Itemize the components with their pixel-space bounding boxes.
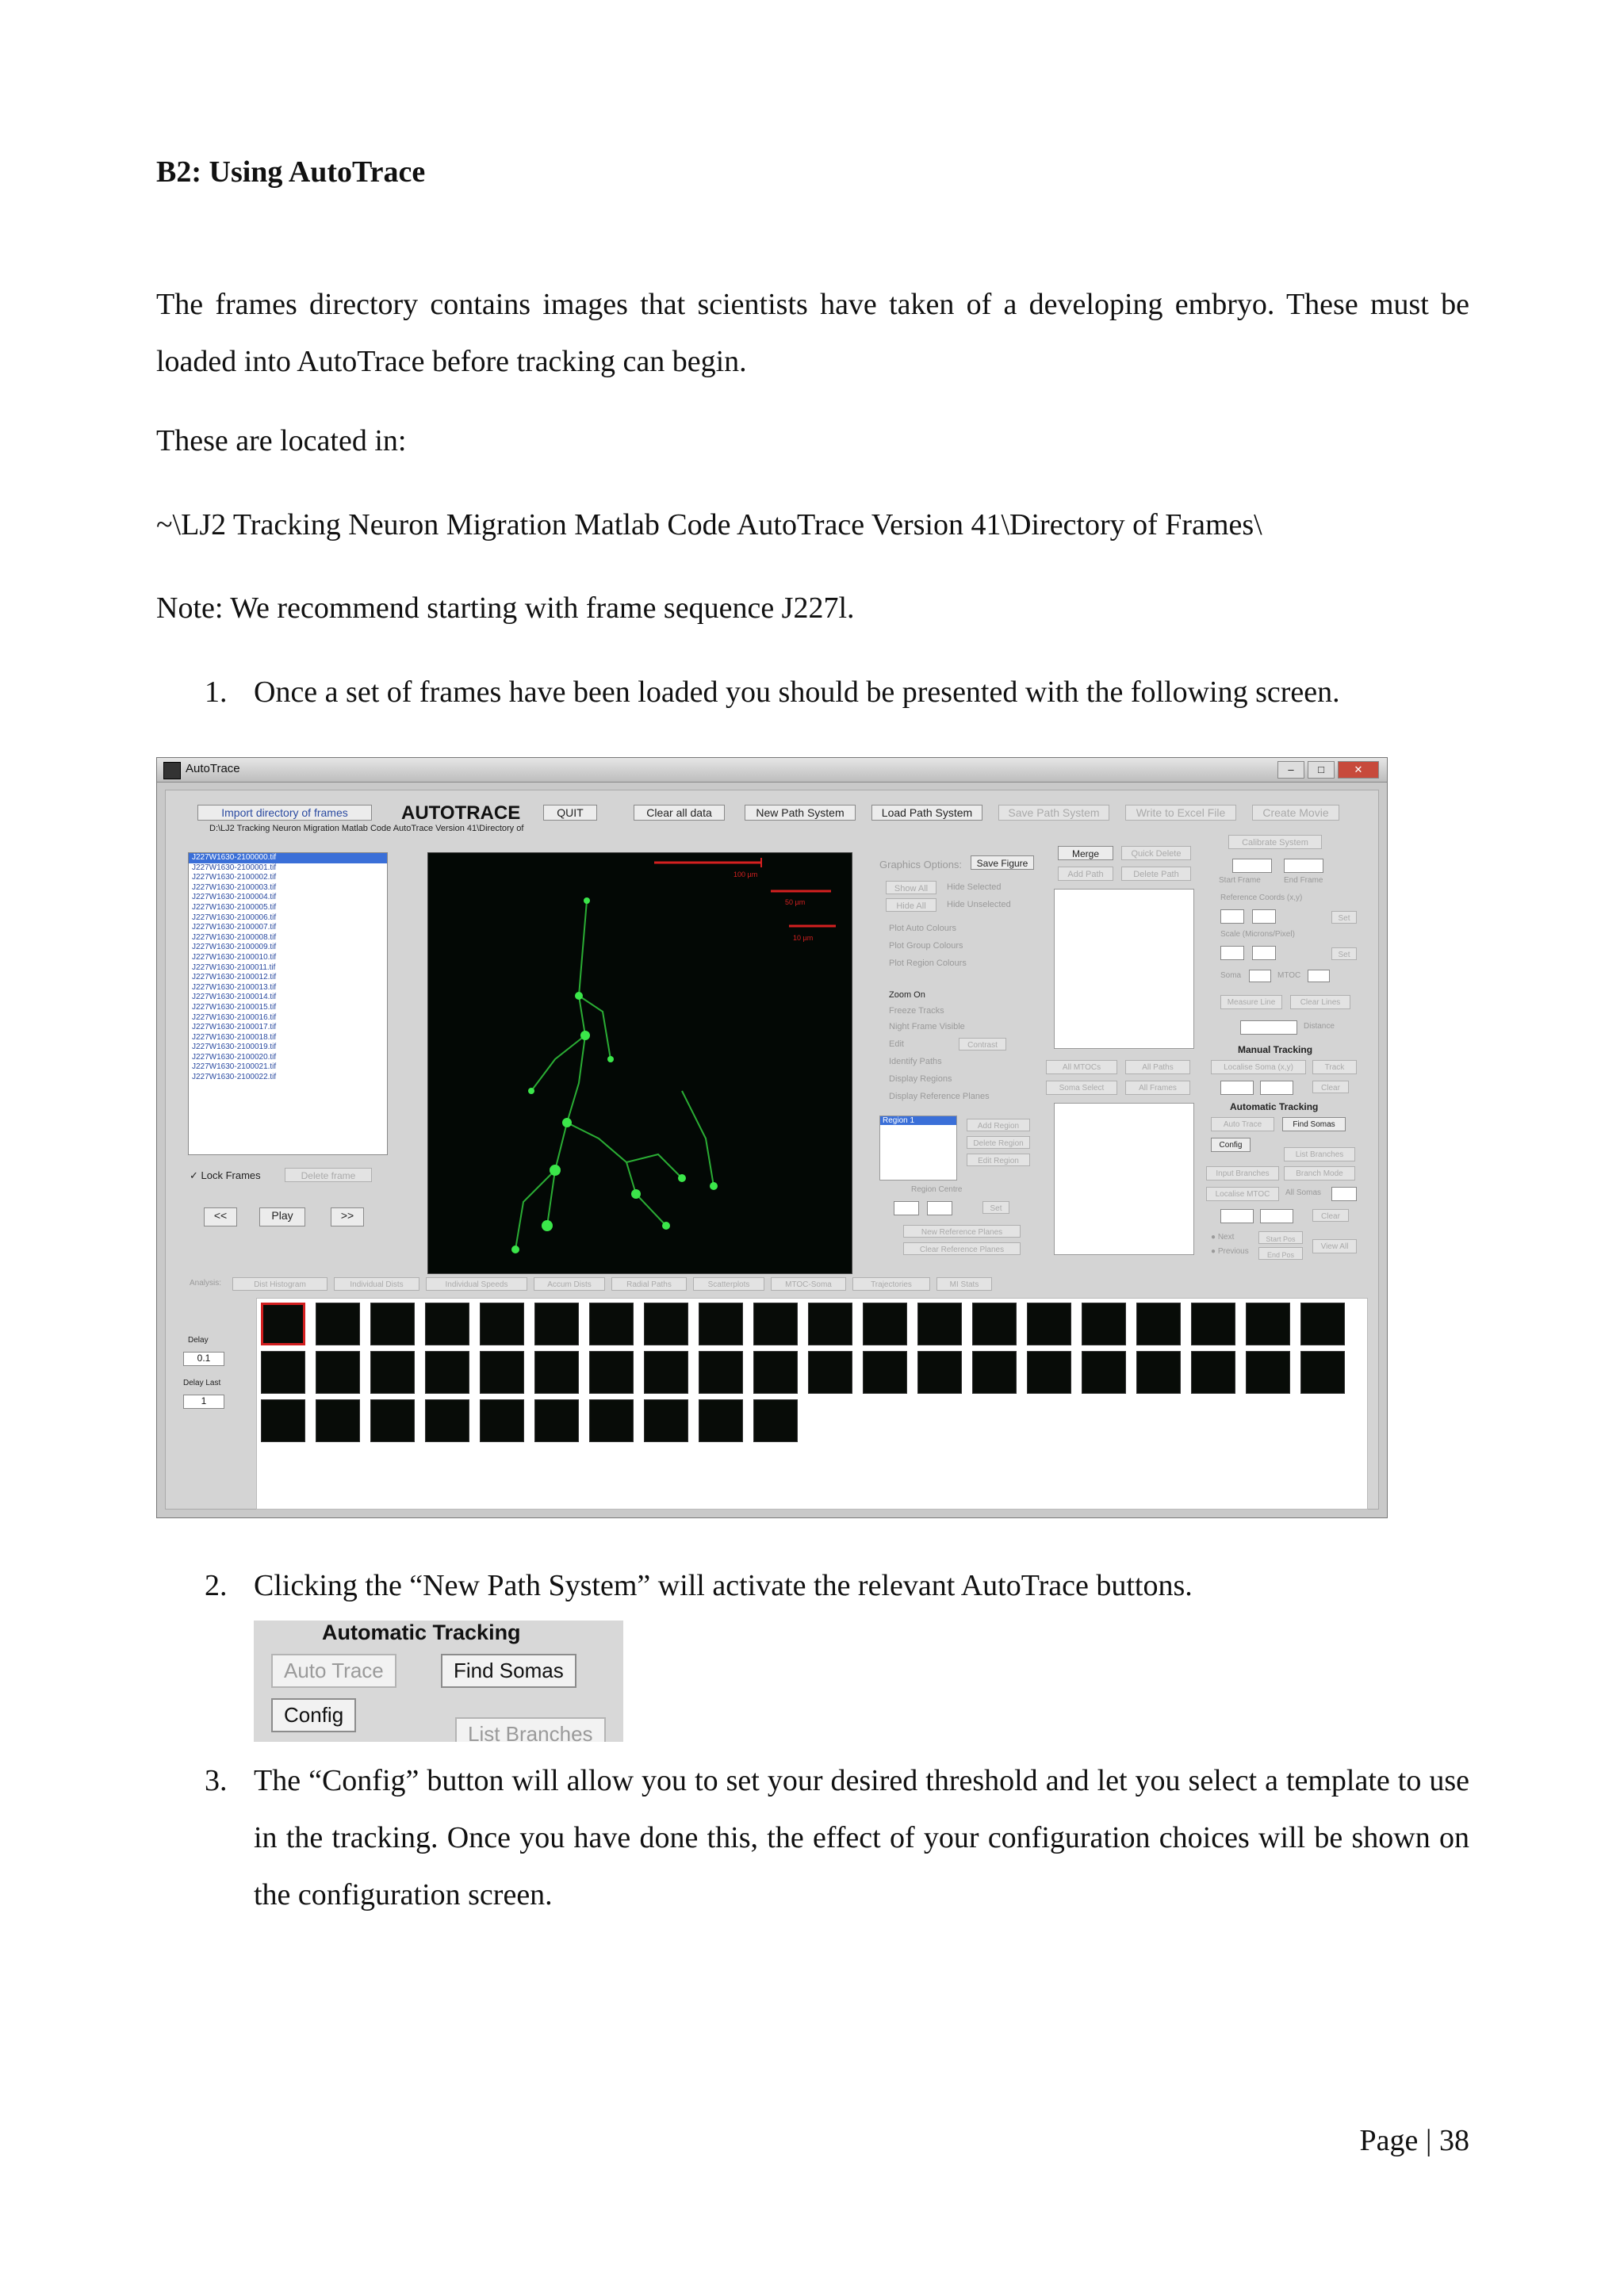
analysis-button[interactable]: Trajectories bbox=[852, 1277, 930, 1291]
distance-field[interactable] bbox=[1240, 1020, 1297, 1035]
frame-thumbnail[interactable] bbox=[261, 1399, 305, 1442]
lock-frames-label: Lock Frames bbox=[201, 1169, 261, 1181]
frame-thumbnail[interactable] bbox=[1300, 1303, 1345, 1345]
located-in-text: These are located in: bbox=[156, 424, 407, 457]
delete-region-button[interactable]: Delete Region bbox=[967, 1136, 1030, 1149]
frame-list-item[interactable]: J227W1630-2100017.tif bbox=[192, 1023, 277, 1032]
ref-x-field[interactable] bbox=[1220, 909, 1244, 924]
step-text: Clicking the “New Path System” will activate the relevant AutoTrace buttons. bbox=[254, 1569, 1193, 1602]
plot-region-colours-option[interactable]: Plot Region Colours bbox=[889, 959, 967, 968]
calibrate-system-button[interactable]: Calibrate System bbox=[1228, 835, 1322, 849]
config-button[interactable]: Config bbox=[1211, 1138, 1251, 1152]
step-number: 3. bbox=[205, 1764, 228, 1797]
frame-thumbnail[interactable] bbox=[480, 1303, 524, 1345]
frame-thumbnail[interactable] bbox=[316, 1303, 360, 1345]
frame-thumbnail[interactable] bbox=[699, 1399, 743, 1442]
frame-thumbnail[interactable] bbox=[370, 1351, 415, 1394]
frame-thumbnail[interactable] bbox=[589, 1351, 634, 1394]
soma-field[interactable] bbox=[1249, 970, 1271, 982]
frame-list-item[interactable]: J227W1630-2100015.tif bbox=[192, 1002, 277, 1012]
frame-thumbnail[interactable] bbox=[316, 1351, 360, 1394]
analysis-button[interactable]: Dist Histogram bbox=[232, 1277, 327, 1291]
frame-file-list[interactable] bbox=[188, 852, 388, 1155]
end-frame-label: End Frame bbox=[1284, 876, 1323, 885]
measure-line-button[interactable]: Measure Line bbox=[1220, 995, 1282, 1009]
import-frames-button[interactable]: Import directory of frames bbox=[197, 805, 372, 821]
identify-paths-option[interactable]: Identify Paths bbox=[889, 1057, 942, 1066]
branches-listbox[interactable] bbox=[1054, 1103, 1194, 1255]
frame-list-item[interactable]: J227W1630-2100010.tif bbox=[192, 952, 277, 962]
frame-thumbnail[interactable] bbox=[644, 1351, 688, 1394]
neuron-image-viewer[interactable] bbox=[427, 852, 852, 1274]
display-regions-option[interactable]: Display Regions bbox=[889, 1074, 952, 1084]
window-title: AutoTrace bbox=[186, 762, 240, 775]
analysis-button[interactable]: MI Stats bbox=[936, 1277, 992, 1291]
frame-list-item[interactable]: J227W1630-2100012.tif bbox=[192, 973, 277, 982]
soma-label: Soma bbox=[1220, 971, 1242, 980]
list-branches-button[interactable]: List Branches bbox=[1284, 1147, 1355, 1161]
analysis-button[interactable]: Individual Dists bbox=[334, 1277, 419, 1291]
minimize-icon[interactable]: – bbox=[1277, 761, 1304, 779]
prev-frame-button[interactable]: << bbox=[204, 1207, 237, 1226]
delay-last-label: Delay Last bbox=[183, 1379, 221, 1387]
frame-thumbnail[interactable] bbox=[917, 1351, 962, 1394]
frame-thumbnail[interactable] bbox=[425, 1351, 469, 1394]
frame-thumbnail[interactable] bbox=[753, 1351, 798, 1394]
all-somas-label: All Somas bbox=[1285, 1188, 1322, 1197]
hide-all-button[interactable]: Hide All bbox=[886, 898, 936, 912]
localise-x-field[interactable] bbox=[1220, 1081, 1254, 1095]
frame-thumbnail[interactable] bbox=[425, 1399, 469, 1442]
snippet-list-branches-button[interactable]: List Branches bbox=[455, 1717, 606, 1742]
frame-thumbnail[interactable] bbox=[917, 1303, 962, 1345]
app-title: AUTOTRACE bbox=[401, 802, 521, 824]
plot-group-colours-option[interactable]: Plot Group Colours bbox=[889, 941, 963, 951]
localise-mtoc-button[interactable]: Localise MTOC bbox=[1206, 1187, 1279, 1201]
mtoc-field[interactable] bbox=[1308, 970, 1330, 982]
region-centre-label: Region Centre bbox=[911, 1185, 963, 1194]
load-path-system-button[interactable]: Load Path System bbox=[871, 805, 982, 821]
frame-thumbnail[interactable] bbox=[534, 1399, 579, 1442]
mtoc-label: MTOC bbox=[1277, 971, 1301, 980]
frame-thumbnail[interactable] bbox=[1136, 1303, 1181, 1345]
start-frame-field[interactable] bbox=[1232, 859, 1272, 873]
frame-thumbnail[interactable] bbox=[1082, 1351, 1126, 1394]
view-all-button[interactable]: View All bbox=[1312, 1239, 1357, 1253]
clear-all-data-button[interactable]: Clear all data bbox=[634, 805, 725, 821]
frame-list-item[interactable]: J227W1630-2100021.tif bbox=[192, 1062, 277, 1072]
reference-coords-label: Reference Coords (x,y) bbox=[1220, 894, 1303, 902]
region-list-item[interactable]: Region 1 bbox=[880, 1116, 956, 1125]
automatic-tracking-label: Automatic Tracking bbox=[1230, 1101, 1319, 1112]
region-set-button[interactable]: Set bbox=[982, 1201, 1009, 1214]
region-x-field[interactable] bbox=[894, 1201, 919, 1215]
frame-thumbnail[interactable] bbox=[480, 1399, 524, 1442]
previous-radio[interactable]: ● Previous bbox=[1211, 1247, 1249, 1256]
next-frame-button[interactable]: >> bbox=[331, 1207, 364, 1226]
clear-reference-planes-button[interactable]: Clear Reference Planes bbox=[903, 1242, 1021, 1255]
all-somas-field[interactable] bbox=[1331, 1187, 1357, 1201]
analysis-button[interactable]: Accum Dists bbox=[534, 1277, 605, 1291]
frames-path: ~\LJ2 Tracking Neuron Migration Matlab Code AutoTrace Version 41\Directory of Frames\ bbox=[156, 508, 1262, 541]
all-paths-button[interactable]: All Paths bbox=[1125, 1060, 1190, 1074]
edit-option[interactable]: Edit bbox=[889, 1039, 904, 1049]
frame-thumbnail[interactable] bbox=[1027, 1351, 1071, 1394]
frame-thumbnail[interactable] bbox=[261, 1303, 305, 1345]
mtoc-x-field[interactable] bbox=[1220, 1209, 1254, 1223]
autotrace-screenshot bbox=[156, 757, 1388, 1518]
hide-selected-option[interactable]: Hide Selected bbox=[947, 882, 1002, 892]
create-movie-button[interactable]: Create Movie bbox=[1252, 805, 1339, 821]
write-excel-button[interactable]: Write to Excel File bbox=[1125, 805, 1236, 821]
neuron-processes bbox=[515, 901, 714, 1249]
frame-thumbnail[interactable] bbox=[1191, 1303, 1235, 1345]
region-y-field[interactable] bbox=[927, 1201, 952, 1215]
region-listbox[interactable] bbox=[879, 1115, 957, 1181]
delete-frame-button[interactable]: Delete frame bbox=[285, 1168, 372, 1182]
distance-label: Distance bbox=[1304, 1022, 1335, 1031]
frame-list-item[interactable]: J227W1630-2100001.tif bbox=[192, 863, 277, 872]
frame-thumbnail[interactable] bbox=[1027, 1303, 1071, 1345]
directory-path-label: D:\LJ2 Tracking Neuron Migration Matlab Code AutoTrace Version 41\Directory of bbox=[209, 824, 524, 833]
analysis-label: Analysis: bbox=[190, 1279, 222, 1288]
frame-thumbnail[interactable] bbox=[370, 1399, 415, 1442]
ref-y-field[interactable] bbox=[1252, 909, 1276, 924]
app-client-area bbox=[165, 790, 1379, 1510]
quick-delete-button[interactable]: Quick Delete bbox=[1121, 846, 1191, 860]
frame-list-item[interactable]: J227W1630-2100002.tif bbox=[192, 873, 277, 882]
hide-unselected-option[interactable]: Hide Unselected bbox=[947, 900, 1011, 909]
previous-label: Previous bbox=[1217, 1247, 1249, 1256]
manual-clear-button[interactable]: Clear bbox=[1312, 1081, 1349, 1093]
automatic-tracking-snippet bbox=[254, 1621, 623, 1742]
localise-y-field[interactable] bbox=[1260, 1081, 1293, 1095]
frame-list-item[interactable]: J227W1630-2100022.tif bbox=[192, 1073, 277, 1082]
frame-list-item[interactable]: J227W1630-2100005.tif bbox=[192, 902, 277, 912]
frame-thumbnail[interactable] bbox=[480, 1351, 524, 1394]
step-text: Once a set of frames have been loaded you should be presented with the following screen. bbox=[254, 675, 1340, 709]
end-frame-field[interactable] bbox=[1284, 859, 1323, 873]
frame-thumbnail[interactable] bbox=[534, 1351, 579, 1394]
mtoc-y-field[interactable] bbox=[1260, 1209, 1293, 1223]
frame-thumbnail[interactable] bbox=[261, 1351, 305, 1394]
window-titlebar bbox=[157, 758, 1387, 783]
find-somas-button[interactable]: Find Somas bbox=[1282, 1117, 1346, 1131]
frame-list-item[interactable]: J227W1630-2100007.tif bbox=[192, 923, 277, 932]
analysis-button[interactable]: Scatterplots bbox=[693, 1277, 764, 1291]
frame-list-item[interactable]: J227W1630-2100003.tif bbox=[192, 882, 277, 892]
intro-paragraph: The frames directory contains images that scientists have taken of a developing embryo. These must be loaded into AutoTrace before tracking can begin. bbox=[156, 288, 1469, 378]
play-button[interactable]: Play bbox=[259, 1207, 305, 1226]
frame-list-item[interactable]: J227W1630-2100014.tif bbox=[192, 993, 277, 1002]
frame-thumbnail[interactable] bbox=[425, 1303, 469, 1345]
branch-mode-button[interactable]: Branch Mode bbox=[1284, 1166, 1355, 1181]
all-frames-button[interactable]: All Frames bbox=[1125, 1081, 1190, 1095]
delay-label: Delay bbox=[188, 1336, 209, 1345]
localise-soma-button[interactable]: Localise Soma (x,y) bbox=[1211, 1060, 1306, 1074]
soma-select-button[interactable]: Soma Select bbox=[1046, 1081, 1117, 1095]
frame-thumbnail[interactable] bbox=[972, 1303, 1017, 1345]
frame-thumbnail[interactable] bbox=[589, 1303, 634, 1345]
start-pos-button[interactable]: Start Pos bbox=[1258, 1231, 1303, 1244]
add-path-button[interactable]: Add Path bbox=[1058, 867, 1113, 881]
frame-thumbnail[interactable] bbox=[808, 1351, 852, 1394]
scale-y-field[interactable] bbox=[1252, 946, 1276, 960]
step-text: The “Config” button will allow you to set your desired threshold and let you select a template to use in the tracking. Once you have done this, the effect of your configuration choices will be shown on the configuration screen. bbox=[254, 1764, 1469, 1911]
frame-thumbnail[interactable] bbox=[753, 1399, 798, 1442]
start-frame-label: Start Frame bbox=[1219, 876, 1261, 885]
frame-list-item[interactable]: J227W1630-2100013.tif bbox=[192, 982, 277, 992]
analysis-button[interactable]: Radial Paths bbox=[611, 1277, 687, 1291]
merge-button[interactable]: Merge bbox=[1058, 846, 1113, 860]
frame-list-item[interactable]: J227W1630-2100020.tif bbox=[192, 1052, 277, 1062]
snippet-auto-trace-button[interactable]: Auto Trace bbox=[271, 1654, 396, 1688]
frame-list-item[interactable]: J227W1630-2100016.tif bbox=[192, 1012, 277, 1022]
page-number: Page | 38 bbox=[1359, 2124, 1469, 2157]
frame-thumbnail[interactable] bbox=[1136, 1351, 1181, 1394]
scale-label-3: 10 µm bbox=[793, 934, 814, 942]
frame-list-item[interactable]: J227W1630-2100018.tif bbox=[192, 1032, 277, 1042]
coords-set-button[interactable]: Set bbox=[1331, 911, 1357, 924]
close-icon[interactable]: ✕ bbox=[1338, 761, 1379, 779]
night-frame-option[interactable]: Night Frame Visible bbox=[889, 1022, 965, 1031]
frame-thumbnail[interactable] bbox=[370, 1303, 415, 1345]
frame-thumbnail[interactable] bbox=[699, 1351, 743, 1394]
scale-label: Scale (Microns/Pixel) bbox=[1220, 930, 1295, 939]
save-path-system-button[interactable]: Save Path System bbox=[998, 805, 1109, 821]
save-figure-button[interactable]: Save Figure bbox=[971, 855, 1034, 870]
maximize-icon[interactable]: □ bbox=[1308, 761, 1335, 779]
end-pos-button[interactable]: End Pos bbox=[1258, 1247, 1303, 1260]
input-branches-button[interactable]: Input Branches bbox=[1206, 1166, 1279, 1181]
frame-thumbnail[interactable] bbox=[1246, 1303, 1290, 1345]
plot-auto-colours-option[interactable]: Plot Auto Colours bbox=[889, 924, 956, 933]
display-reference-planes-option[interactable]: Display Reference Planes bbox=[889, 1092, 990, 1101]
frame-thumbnail[interactable] bbox=[808, 1303, 852, 1345]
frame-thumbnail[interactable] bbox=[1082, 1303, 1126, 1345]
frame-thumbnail[interactable] bbox=[1300, 1351, 1345, 1394]
frame-list-item[interactable]: J227W1630-2100019.tif bbox=[192, 1043, 277, 1052]
frame-list-item[interactable]: J227W1630-2100008.tif bbox=[192, 932, 277, 942]
frame-thumbnail[interactable] bbox=[863, 1303, 907, 1345]
new-path-system-button[interactable]: New Path System bbox=[745, 805, 856, 821]
freeze-tracks-option[interactable]: Freeze Tracks bbox=[889, 1006, 944, 1016]
scale-label-2: 50 µm bbox=[785, 898, 806, 906]
analysis-button[interactable]: MTOC-Soma bbox=[771, 1277, 846, 1291]
track-button[interactable]: Track bbox=[1312, 1060, 1357, 1074]
step-number: 2. bbox=[205, 1569, 228, 1602]
frame-list-item[interactable]: J227W1630-2100011.tif bbox=[192, 962, 276, 972]
frame-thumbnail[interactable] bbox=[699, 1303, 743, 1345]
quit-button[interactable]: QUIT bbox=[543, 805, 597, 821]
graphics-options-label: Graphics Options: bbox=[879, 859, 963, 871]
frame-thumbnail[interactable] bbox=[644, 1399, 688, 1442]
recommendation-note: Note: We recommend starting with frame sequence J227l. bbox=[156, 591, 855, 625]
scale-set-button[interactable]: Set bbox=[1331, 947, 1357, 960]
add-region-button[interactable]: Add Region bbox=[967, 1119, 1030, 1131]
scale-x-field[interactable] bbox=[1220, 946, 1244, 960]
contrast-button[interactable]: Contrast bbox=[959, 1038, 1006, 1050]
auto-trace-button[interactable]: Auto Trace bbox=[1211, 1117, 1274, 1131]
matlab-app-icon bbox=[163, 762, 181, 779]
next-label: Next bbox=[1217, 1233, 1235, 1242]
lock-frames-checkbox[interactable]: ✓ Lock Frames bbox=[190, 1169, 261, 1181]
delay-field[interactable]: 0.1 bbox=[183, 1352, 224, 1366]
paths-listbox[interactable] bbox=[1054, 889, 1194, 1049]
frame-thumbnail[interactable] bbox=[316, 1399, 360, 1442]
next-radio[interactable]: ● Next bbox=[1211, 1233, 1235, 1242]
frame-thumbnail[interactable] bbox=[534, 1303, 579, 1345]
analysis-button[interactable]: Individual Speeds bbox=[426, 1277, 527, 1291]
frame-thumbnail[interactable] bbox=[863, 1351, 907, 1394]
delete-path-button[interactable]: Delete Path bbox=[1121, 867, 1191, 881]
zoom-on-option[interactable]: Zoom On bbox=[889, 990, 925, 1000]
frame-list-item[interactable]: J227W1630-2100004.tif bbox=[192, 893, 277, 902]
delay-last-field[interactable]: 1 bbox=[183, 1395, 224, 1409]
frame-thumbnail[interactable] bbox=[1246, 1351, 1290, 1394]
auto-clear-button[interactable]: Clear bbox=[1312, 1209, 1349, 1222]
snippet-config-button[interactable]: Config bbox=[271, 1698, 356, 1732]
step-number: 1. bbox=[205, 675, 228, 709]
frame-list-item[interactable]: J227W1630-2100000.tif bbox=[189, 853, 387, 863]
window-controls bbox=[1277, 761, 1379, 779]
manual-tracking-label: Manual Tracking bbox=[1238, 1044, 1313, 1055]
neuron-image-svg bbox=[428, 853, 852, 1273]
frame-thumbnail[interactable] bbox=[589, 1399, 634, 1442]
frame-list-item[interactable]: J227W1630-2100009.tif bbox=[192, 943, 277, 952]
frame-thumbnail[interactable] bbox=[1191, 1351, 1235, 1394]
scale-label-1: 100 µm bbox=[733, 871, 758, 878]
show-all-button[interactable]: Show All bbox=[886, 881, 936, 894]
edit-region-button[interactable]: Edit Region bbox=[967, 1154, 1030, 1166]
snippet-find-somas-button[interactable]: Find Somas bbox=[441, 1654, 576, 1688]
frame-thumbnail[interactable] bbox=[753, 1303, 798, 1345]
frame-thumbnail[interactable] bbox=[972, 1351, 1017, 1394]
section-heading: B2: Using AutoTrace bbox=[156, 155, 426, 189]
all-mtocs-button[interactable]: All MTOCs bbox=[1046, 1060, 1117, 1074]
automatic-tracking-title: Automatic Tracking bbox=[322, 1621, 521, 1644]
new-reference-planes-button[interactable]: New Reference Planes bbox=[903, 1225, 1021, 1238]
frame-list-item[interactable]: J227W1630-2100006.tif bbox=[192, 913, 277, 922]
frame-thumbnail[interactable] bbox=[644, 1303, 688, 1345]
clear-lines-button[interactable]: Clear Lines bbox=[1290, 995, 1350, 1009]
